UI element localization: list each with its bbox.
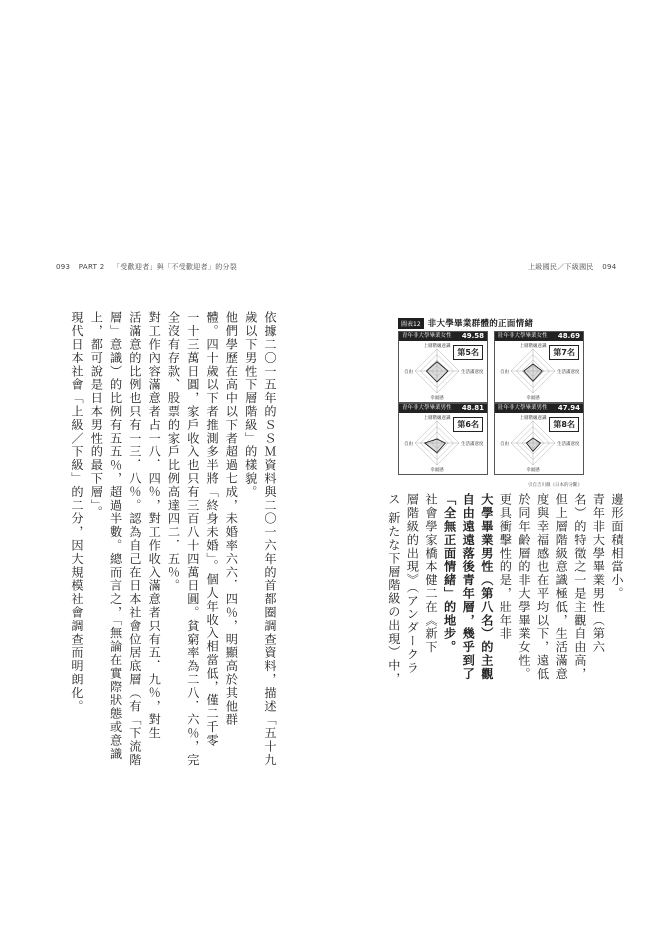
right-text-column: 青年非大學畢業男性（第六 [591, 493, 606, 654]
radar-axis-label-left: 自由 [500, 370, 509, 375]
figure-title: 非大學畢業群體的正面情緒 [427, 319, 534, 329]
right-text-column: ス 新たな下層階級の出現）中， [386, 493, 401, 686]
right-page-header [528, 262, 623, 272]
left-text-column: 上，都可說是日本男性的最下層」。 [89, 311, 104, 520]
radar-chart [495, 341, 583, 402]
figure-tag: 圖表12 [398, 318, 424, 329]
panel-group-label: 青年非大學畢業女性 [402, 333, 452, 339]
radar-axis-label-left: 自由 [500, 442, 509, 447]
radar-data-shape [426, 362, 448, 382]
left-text-column: 體。四十歲以下者推測多半將「終身未婚」。個人年收入相當低，僅二千零 [205, 311, 220, 748]
radar-chart [495, 413, 583, 474]
radar-axis-label-left: 自由 [404, 370, 413, 375]
panel-score: 49.58 [461, 332, 484, 340]
right-text-column: 層階級的出現》（アンダークラ [405, 493, 420, 675]
right-text-column: 社會學家橋本健二在《新下 [424, 493, 438, 654]
left-text-column: 全沒有存款、股票的家戶比例高達四二．五％。 [166, 311, 181, 593]
left-text-column: 對工作內容滿意者占一八．四％，對工作收入滿意者只有五．九％，對生 [147, 311, 162, 740]
right-text-column: 更具衝擊性的是，壯年非 [498, 493, 513, 641]
radar-panel [494, 403, 584, 475]
left-text-column: 層」意識）的比例有五五％，超過半數。總而言之，「無論在實際狀態或意識 [108, 311, 123, 761]
radar-axis-label-bottom: 幸福感 [526, 396, 540, 401]
panel-rank-badge: 第6名 [453, 417, 483, 432]
right-text-column: 大學畢業男性（第八名）的主觀 [479, 493, 494, 681]
radar-axis-label-top: 上層階級意識 [423, 416, 451, 421]
panel-rank-badge: 第7名 [549, 345, 579, 360]
panel-score: 48.69 [557, 332, 580, 340]
left-page-number: 093 [56, 263, 71, 271]
left-text-column: 歲以下男性下層階級」的樣貌。 [243, 311, 258, 499]
panel-score: 48.81 [461, 404, 484, 412]
panel-rank-badge: 第5名 [453, 345, 483, 360]
figure-header [398, 317, 533, 329]
chapter-title: 「受歡迎者」與「不受歡迎者」的分裂 [113, 263, 238, 271]
left-page-header [56, 262, 243, 272]
radar-chart [399, 413, 487, 474]
right-header-title: 上級國民／下級國民 [528, 263, 594, 271]
radar-axis-label-bottom: 幸福感 [430, 396, 444, 401]
radar-axis-label-right: 生活滿意度 [461, 370, 484, 375]
radar-chart [399, 341, 487, 402]
right-text-column: 但上層階級意識極低，生活滿意 [554, 493, 569, 681]
panel-rank-badge: 第8名 [549, 417, 579, 432]
radar-axis-label-bottom: 幸福感 [526, 468, 540, 473]
radar-panel [398, 331, 488, 403]
panel-header [399, 404, 487, 413]
right-text-column: 「全無正面情緒」的地步。 [442, 493, 457, 654]
figure-source: 引自吉川徹《日本的分斷》 [528, 483, 582, 488]
panel-group-label: 壯年非大學畢業男性 [498, 405, 548, 411]
panel-header [495, 332, 583, 341]
radar-axis-label-top: 上層階級意識 [519, 416, 547, 421]
radar-axis-label-top: 上層階級意識 [423, 344, 451, 349]
right-text-column: 名）的特徵之一是主觀自由高， [572, 493, 587, 681]
right-page-number: 094 [602, 263, 617, 271]
left-text-column: 現代日本社會「上級／下級」的二分，因大規模社會調查而明朗化。 [70, 311, 84, 713]
right-text-column: 自由遠遠落後青年層，幾乎到了 [461, 493, 476, 681]
radar-axis-label-right: 生活滿意度 [557, 442, 580, 447]
radar-axis-label-bottom: 幸福感 [430, 468, 444, 473]
panel-group-label: 青年非大學畢業男性 [402, 405, 452, 411]
radar-axis-label-right: 生活滿意度 [557, 370, 580, 375]
radar-axis-label-top: 上層階級意識 [519, 344, 547, 349]
radar-panel [398, 403, 488, 475]
right-text-column: 邊形面積相當小。 [610, 493, 624, 601]
panel-header [399, 332, 487, 341]
radar-panel [494, 331, 584, 403]
part-label: PART 2 [78, 263, 105, 271]
radar-axis-label-left: 自由 [404, 442, 413, 447]
right-text-column: 於同年齡層的非大學畢業女性。 [517, 493, 531, 681]
left-text-column: 活滿意的比例也只有一三．八％。認為自己在日本社會位居底層（有「下流階 [127, 311, 142, 767]
panel-header [495, 404, 583, 413]
left-text-column: 一十三萬日圓，家戶收入也只有三百八十四萬日圓。貧窮率為二八．六％，完 [185, 311, 200, 767]
left-text-column: 依據二〇一五年的ＳＳＭ資料與二〇一六年的首都圈調查資料，描述「五十九 [263, 311, 277, 767]
panel-group-label: 壯年非大學畢業女性 [498, 333, 548, 339]
figure-positive-emotions [398, 317, 584, 488]
panel-score: 47.94 [557, 404, 580, 412]
right-text-column: 度與幸福感也在平均以下，遠低 [535, 493, 550, 681]
radar-axis-label-right: 生活滿意度 [461, 442, 484, 447]
left-text-column: 他們學歷在高中以下者超過七成，未婚率六六．四％，明顯高於其他群 [224, 311, 239, 727]
